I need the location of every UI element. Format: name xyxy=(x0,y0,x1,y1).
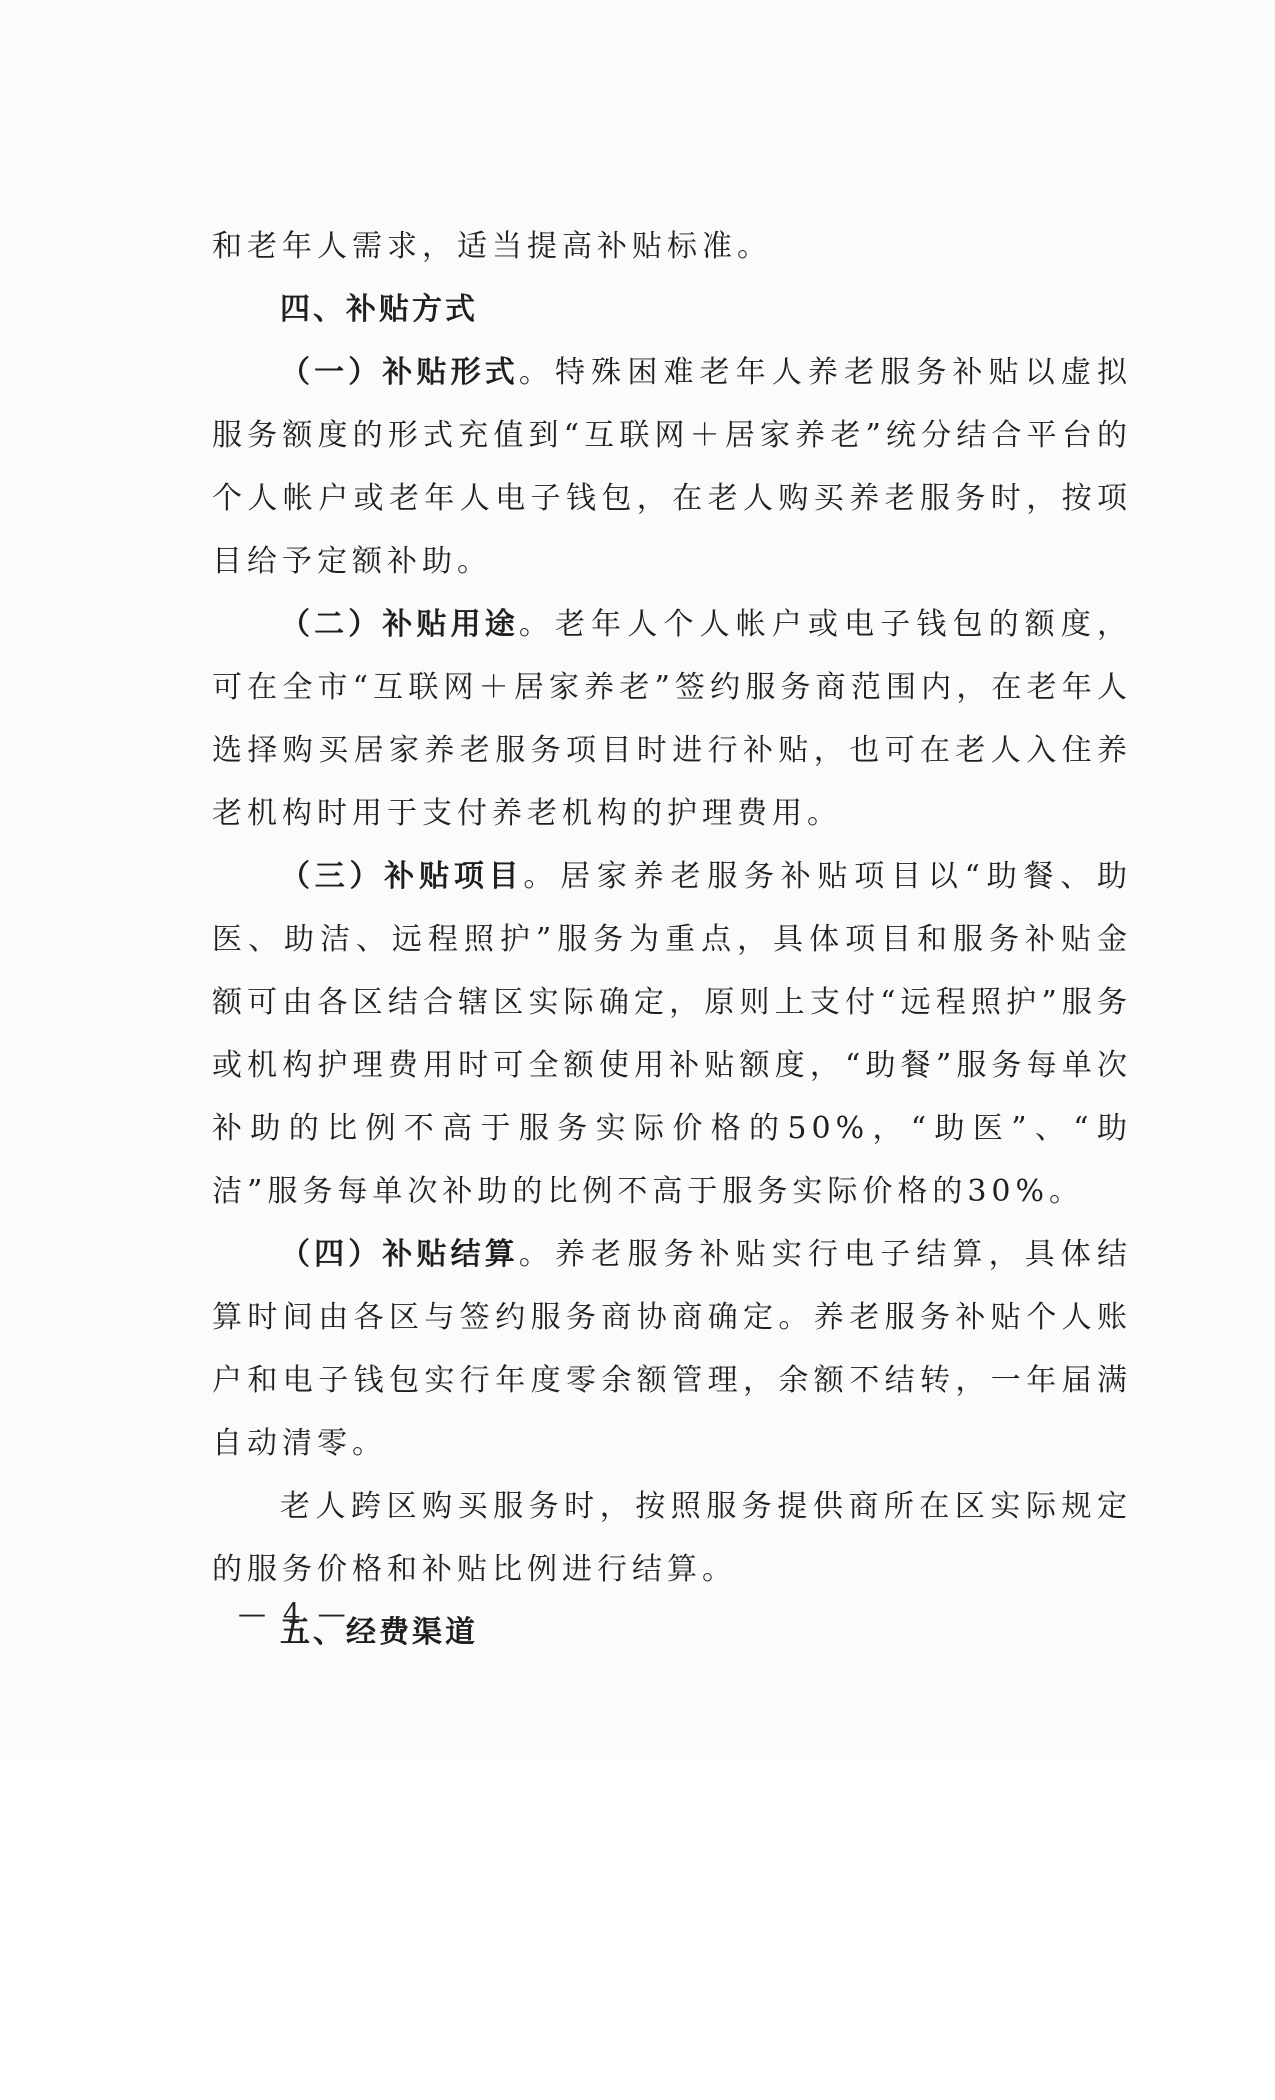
paragraph-text: 。居家养老服务补贴项目以“助餐、助医、助洁、远程照护”服务为重点，具体项目和服务补贴金额可由各区结合辖区实际确定，原则上支付“远程照护”服务或机构护理费用时可全额使用补贴额度，“助餐”服务每单次补助的比例不高于服务实际价格的50%，“助医”、“助洁”服务每单次补助的比例不高于服务实际价格的30%。 xyxy=(212,859,1132,1209)
document-body xyxy=(212,215,1132,1664)
section-heading-4: 四、补贴方式 xyxy=(280,292,478,327)
paragraph-label: （四）补贴结算 xyxy=(280,1237,519,1272)
paragraph-subsidy-settlement xyxy=(212,1223,1132,1475)
paragraph-text: 。老年人个人帐户或电子钱包的额度，可在全市“互联网＋居家养老”签约服务商范围内，在老年人选择购买居家养老服务项目时进行补贴，也可在老人入住养老机构时用于支付养老机构的护理费用。 xyxy=(212,607,1133,831)
paragraph-text: 。特殊困难老年人养老服务补贴以虚拟服务额度的形式充值到“互联网＋居家养老”统分结合平台的个人帐户或老年人电子钱包，在老人购买养老服务时，按项目给予定额补助。 xyxy=(212,355,1133,579)
paragraph-subsidy-form xyxy=(212,341,1132,593)
paragraph-text: 。养老服务补贴实行电子结算，具体结算时间由各区与签约服务商协商确定。养老服务补贴个人账户和电子钱包实行年度零余额管理，余额不结转，一年届满自动清零。 xyxy=(212,1237,1133,1461)
paragraph-label: （二）补贴用途 xyxy=(280,607,519,642)
paragraph-label: （一）补贴形式 xyxy=(280,355,519,390)
paragraph-subsidy-use xyxy=(212,593,1132,845)
paragraph-cross-district: 老人跨区购买服务时，按照服务提供商所在区实际规定的服务价格和补贴比例进行结算。 xyxy=(212,1489,1132,1587)
blank-area xyxy=(0,1760,1275,2100)
page-number: — 4 — xyxy=(238,1597,350,1630)
paragraph-label: （三）补贴项目 xyxy=(280,859,524,894)
paragraph-subsidy-items xyxy=(212,845,1132,1223)
continuation-paragraph: 和老年人需求，适当提高补贴标准。 xyxy=(212,229,772,264)
section-heading-5: 五、经费渠道 xyxy=(280,1615,478,1650)
